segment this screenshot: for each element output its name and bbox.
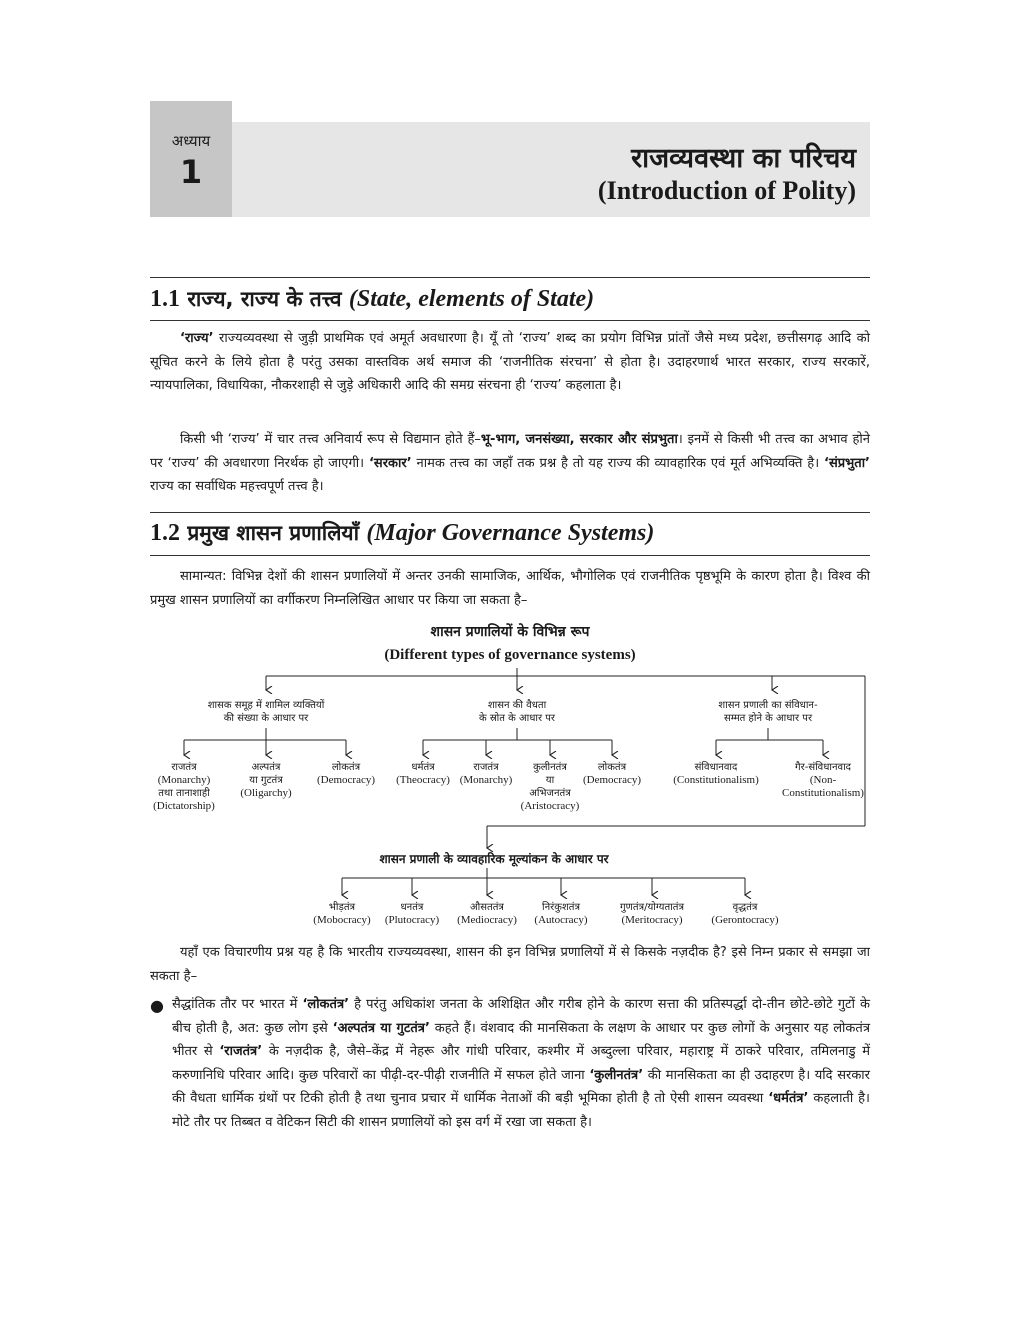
text-run: की मानसिकता का ही उदाहरण है। यदि सरकार की वैधता धार्मिक ग्रंथों पर टिकी होती है तथा चुनाव प्रचार में धार्मिक नेताओं की बड़ी भूमिका होती है तो ऐसी शासन व्यवस्था xyxy=(172,1067,870,1106)
diagram-title-english: (Different types of governance systems) xyxy=(384,647,636,663)
text-run: नामक तत्त्व का जहाँ तक प्रश्न है तो यह राज्य की व्यावहारिक एवं मूर्त अभिव्यक्ति है। xyxy=(411,455,825,471)
text-run: सैद्धांतिक तौर पर भारत में xyxy=(172,997,303,1012)
bold-term: ‘राज्य’ xyxy=(180,331,214,346)
bold-term: ‘राजतंत्र’ xyxy=(219,1044,263,1059)
bold-term: ‘कुलीनतंत्र’ xyxy=(589,1067,644,1083)
diagram-title-hindi: शासन प्रणालियों के विभिन्न रूप xyxy=(430,624,590,640)
bold-term: ‘अल्पतंत्र या गुटतंत्र’ xyxy=(332,1020,430,1036)
text-run: राज्यव्यवस्था से जुड़ी प्राथमिक एवं अमूर्त अवधारणा है। यूँ तो ‘राज्य’ शब्द का प्रयोग विभिन्न प्रांतों जैसे मध्य प्रदेश, छत्तीसगढ़ आदि को सूचित करने के लिये होता है परंतु उसका वास्तविक अर्थ समाज की ‘राजनीतिक संरचना’ से होता है। उदाहरणार्थ भारत सरकार, राज्य सरकारें, न्यायपालिका, विधायिका, नौकरशाही से जुड़े अधिकारी आदि की समग्र संरचना ही ‘राज्य’ कहलाता है। xyxy=(150,331,870,393)
diagram-leaf-democracy: लोकतंत्र (Democracy) xyxy=(316,762,376,786)
text-run: के नज़दीक है, जैसे–केंद्र में नेहरू और गांधी परिवार, कश्मीर में अब्दुल्ला परिवार, महाराष्ट्र में ठाकरे परिवार, तमिलनाडु में करुणानिधि परिवार आदि। कुछ परिवारों का पीढ़ी-दर-पीढ़ी राजनीति में सफल होते जाना xyxy=(172,1044,870,1083)
diagram-leaf-plutocracy: धनतंत्र (Plutocracy) xyxy=(384,902,440,926)
bold-term: भू-भाग, जनसंख्या, सरकार और संप्रभुता xyxy=(480,432,678,447)
diagram-leaf-autocracy: निरंकुशतंत्र (Autocracy) xyxy=(534,902,588,926)
text-run: कहते हैं। वंशवाद की मानसिकता के लक्षण के आधार पर कुछ लोगों के अनुसार यह लोकतंत्र भीतर से xyxy=(172,1020,870,1059)
diagram-leaf-monarchy: राजतंत्र (Monarchy) xyxy=(459,762,513,786)
text-run: किसी भी ‘राज्य’ में चार तत्त्व अनिवार्य रूप से विद्यमान होते हैं– xyxy=(180,432,481,447)
diagram-leaf-monarchy-dictatorship: राजतंत्र (Monarchy) तथा तानाशाही (Dictatorship) xyxy=(153,762,215,812)
text-run: राज्य का सर्वाधिक महत्त्वपूर्ण तत्त्व है। xyxy=(150,479,324,494)
section-title-hindi: राज्य, राज्य के तत्त्व xyxy=(187,287,342,311)
section-number: 1.2 xyxy=(150,520,180,546)
chapter-title-hindi: राजव्यवस्था का परिचय xyxy=(631,143,856,174)
paragraph-indian-polity-question: यहाँ एक विचारणीय प्रश्न यह है कि भारतीय राज्यव्यवस्था, शासन की इन विभिन्न प्रणालियों में से किसके नज़दीक है? इसे निम्न प्रकार से समझा जा सकता है– xyxy=(150,945,870,984)
diagram-group-legitimacy-based: शासन की वैधता के स्रोत के आधार पर xyxy=(478,700,556,724)
diagram-leaf-oligarchy: अल्पतंत्र या गुटतंत्र (Oligarchy) xyxy=(240,762,292,799)
diagram-leaf-mobocracy: भीड़तंत्र (Mobocracy) xyxy=(313,902,371,926)
section-title-english: (Major Governance Systems) xyxy=(366,520,655,546)
diagram-practical-evaluation-label: शासन प्रणाली के व्यावहारिक मूल्यांकन के आधार पर xyxy=(379,852,609,866)
chapter-label: अध्याय xyxy=(171,132,211,150)
diagram-leaf-theocracy: धर्मतंत्र (Theocracy) xyxy=(396,762,450,786)
diagram-leaf-constitutionalism: संविधानवाद (Constitutionalism) xyxy=(673,762,759,786)
bold-term: ‘संप्रभुता’ xyxy=(824,455,870,471)
chapter-number: 1 xyxy=(179,153,203,191)
bold-term: ‘सरकार’ xyxy=(368,455,412,471)
section-title-english: (State, elements of State) xyxy=(348,286,595,312)
text-run: है परंतु अधिकांश जनता के अशिक्षित और गरीब होने के कारण सत्ता की प्रतिस्पर्द्धा दो-तीन छोटे-छोटे गुटों के बीच होती है, अत: कुछ लोग इसे xyxy=(172,997,870,1036)
diagram-leaf-meritocracy: गुणतंत्र/योग्यतातंत्र (Meritocracy) xyxy=(620,902,684,926)
bold-term: ‘लोकतंत्र’ xyxy=(302,997,350,1012)
diagram-leaf-aristocracy: कुलीनतंत्र या अभिजनतंत्र (Aristocracy) xyxy=(520,762,580,812)
diagram-leaf-mediocracy: औसततंत्र (Mediocracy) xyxy=(457,902,517,926)
diagram-group-constitution-based: शासन प्रणाली का संविधान- सम्मत होने के आधार पर xyxy=(718,700,818,724)
bold-term: ‘धर्मतंत्र’ xyxy=(768,1091,809,1106)
text-run: । इनमें से किसी भी तत्त्व का अभाव होने पर ‘राज्य’ की अवधारणा निरर्थक हो जाएगी। xyxy=(150,432,870,471)
diagram-leaf-non-constitutionalism: गैर-संविधानवाद (Non- Constitutionalism) xyxy=(782,762,864,799)
bullet-icon: ● xyxy=(150,996,164,1015)
paragraph-governance-intro: सामान्यत: विभिन्न देशों की शासन प्रणालियों में अन्तर उनकी सामाजिक, आर्थिक, भौगोलिक एवं राजनीतिक पृष्ठभूमि के कारण होता है। विश्व की प्रमुख शासन प्रणालियों का वर्गीकरण निम्नलिखित आधार पर किया जा सकता है– xyxy=(150,569,870,608)
section-number: 1.1 xyxy=(150,286,180,312)
diagram-leaf-democracy-2: लोकतंत्र (Democracy) xyxy=(582,762,642,786)
diagram-group-number-based: शासक समूह में शामिल व्यक्तियों की संख्या के आधार पर xyxy=(207,700,325,724)
text-run: कहलाती है। मोटे तौर पर तिब्बत व वेटिकन सिटी की शासन प्रणालियों को इस वर्ग में रखा जा सकता है। xyxy=(172,1091,870,1130)
diagram-leaf-gerontocracy: वृद्धतंत्र (Gerontocracy) xyxy=(711,902,779,926)
chapter-title-english: (Introduction of Polity) xyxy=(597,176,856,205)
paragraph-bullet-democracy xyxy=(172,993,870,1134)
section-title-hindi: प्रमुख शासन प्रणालियाँ xyxy=(187,521,360,545)
